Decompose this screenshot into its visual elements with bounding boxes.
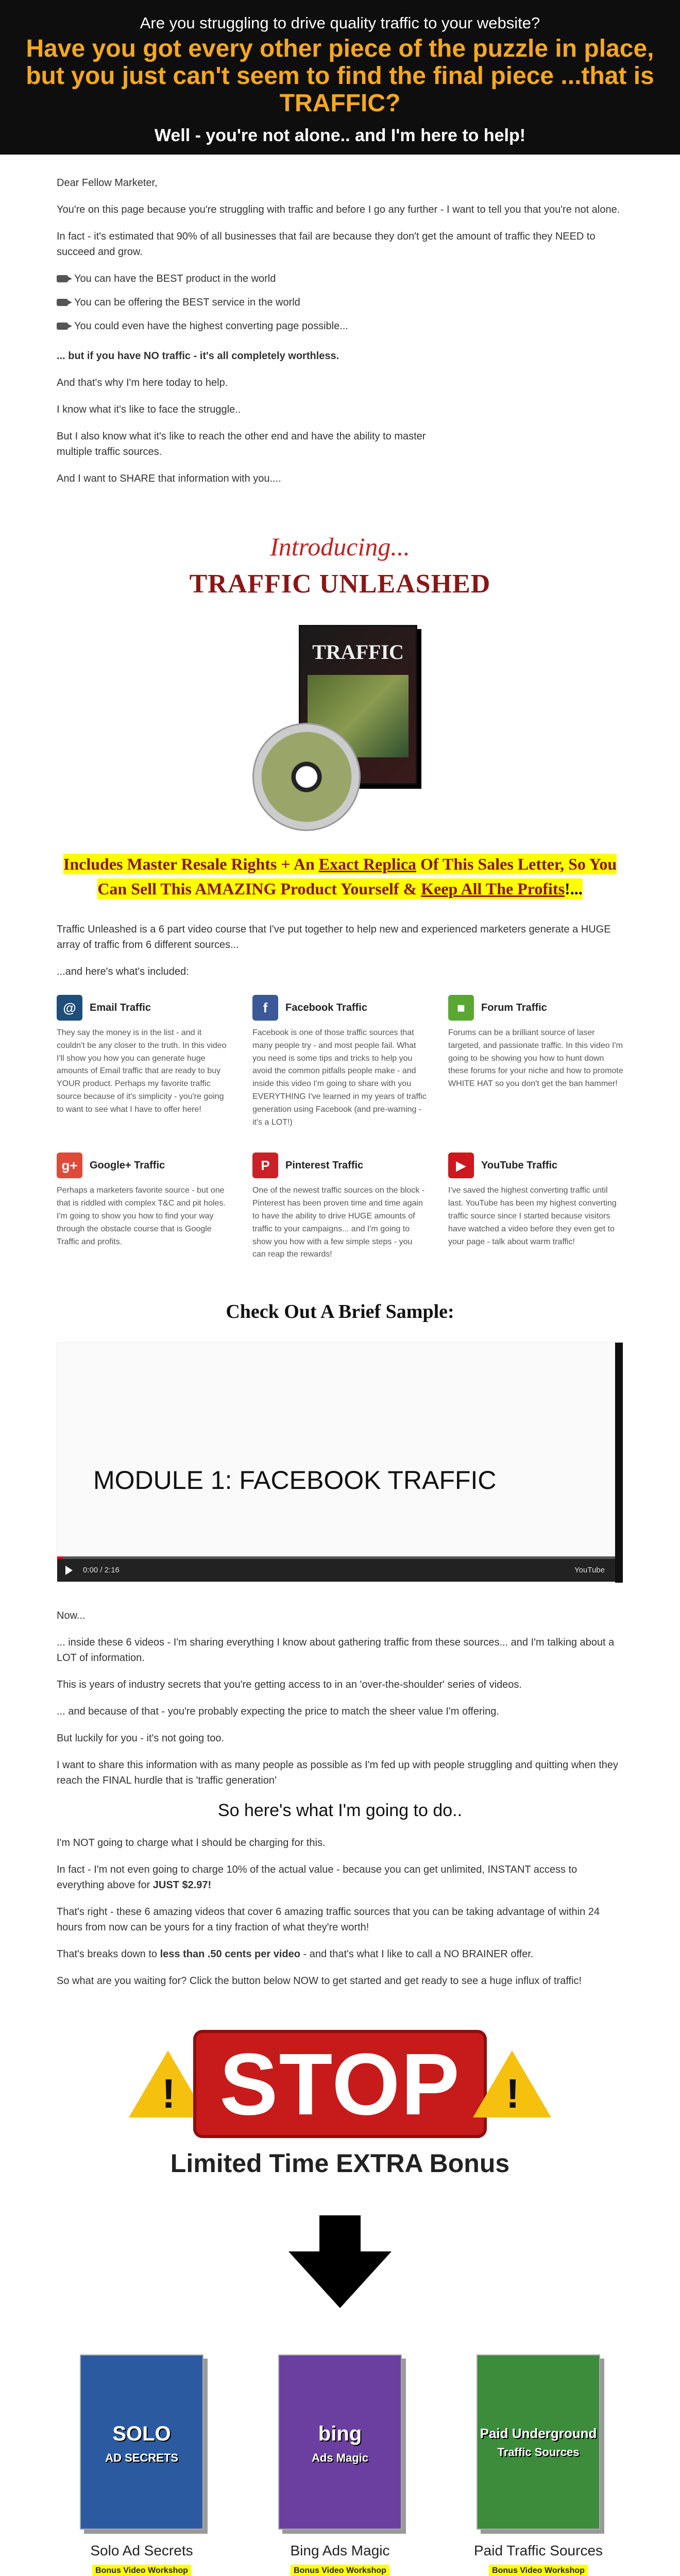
copy-paragraph: You're on this page because you're struggling with traffic and before I go any further - I want to tell you that you're not alone. [57, 204, 620, 215]
product-title: TRAFFIC UNLEASHED [189, 569, 491, 599]
rights-text: !... [565, 879, 583, 898]
down-arrow-stem [319, 2215, 361, 2251]
youtube-icon: ▶ [448, 1153, 474, 1178]
product-box-image [252, 620, 428, 836]
hero-headline: Have you got every other piece of the puzzle in place, but you just can't seem to find the final piece ...that is TRAFFIC? [26, 35, 654, 117]
intro-copy [57, 175, 623, 486]
copy-paragraph: I know what it's like to face the struggle.. [57, 404, 241, 415]
hero-subheadline: Well - you're not alone.. and I'm here to help! [154, 125, 526, 145]
feature-pinterest [252, 1153, 428, 1261]
copy-paragraph: And I want to SHARE that information with you.... [57, 473, 281, 484]
so-here-heading: So here's what I'm going to do.. [217, 1801, 463, 1821]
benefit-list [57, 271, 623, 334]
extra-bonus-heading: Limited Time EXTRA Bonus [170, 2149, 510, 2178]
rights-underline: Exact Replica [318, 855, 417, 873]
bonus-box-image [278, 2354, 402, 2530]
bonus-box-image [477, 2354, 600, 2530]
forum-icon: ■ [448, 995, 474, 1021]
bonus-box-subtitle: AD SECRETS [105, 2451, 178, 2464]
copy-paragraph: And that's why I'm here today to help. [57, 377, 228, 388]
bonus-name: Bing Ads Magic [290, 2543, 390, 2559]
greeting: Dear Fellow Marketer, [57, 177, 158, 189]
feature-title: YouTube Traffic [481, 1160, 558, 1172]
resale-rights-headline [57, 852, 623, 901]
stop-sign: STOP [193, 2030, 487, 2138]
feature-text: One of the newest traffic sources on the block - Pinterest has been proven time and time again to have the ability to drive HUGE amounts of traffic to your campaigns... and I'm going to show you how with a few simple steps - you can reap the rewards! [252, 1186, 425, 1259]
bonus-badge: Bonus Video Workshop [92, 2565, 191, 2576]
copy-text: - and that's what I like to call a NO BRAINER offer. [300, 1948, 534, 1960]
feature-forum [448, 995, 623, 1129]
feature-text: Facebook is one of those traffic sources that many people try - and most people fail. What you need is some tips and tricks to help you avoid the common pitfalls people make - and inside this video I'm going to share with you EVERYTHING I've learned in my years of traffic generation using Facebook (and pre-warning - it's a LOT!) [252, 1028, 427, 1127]
copy-paragraph: ... but if you have NO traffic - it's all completely worthless. [57, 350, 339, 362]
feature-text: They say the money is in the list - and it couldn't be any closer to the truth. In this video I'll show you how you can generate huge amounts of Email traffic that are ready to buy YOUR product. Perhaps my favorite traffic source because of it's simplicity - you're going to want to see what I have to offer here! [57, 1028, 227, 1114]
copy-paragraph: I want to share this information with as many people as possible as I'm fed up with people struggling and quitting when they reach the FINAL hurdle that is 'traffic generation' [57, 1759, 618, 1787]
copy-paragraph: ... and because of that - you're probably expecting the price to match the sheer value I'm offering. [57, 1706, 499, 1718]
bonus-name: Solo Ad Secrets [90, 2543, 193, 2559]
list-item-text: You can have the BEST product in the world [74, 273, 276, 284]
copy-paragraph: But luckily for you - it's not going too. [57, 1733, 225, 1744]
video-controls [57, 1559, 615, 1582]
introducing-label: Introducing... [270, 532, 410, 561]
feature-text: Perhaps a marketers favorite source - but one that is riddled with complex T&C and pit holes. I'm going to show you how to find your way through the obstacle course that is Google Traffic and profits. [57, 1186, 226, 1246]
price-copy [57, 1835, 623, 1989]
copy-paragraph: This is years of industry secrets that you're getting access to in an 'over-the-shoulder' series of videos. [57, 1679, 522, 1691]
feature-title: Pinterest Traffic [285, 1160, 364, 1172]
feature-facebook [252, 995, 428, 1129]
video-player[interactable] [57, 1342, 623, 1582]
rights-text: Of This Sales Letter, So You Can Sell This AMAZING Product Yourself & [97, 855, 617, 898]
copy-paragraph: I'm NOT going to charge what I should be charging for this. [57, 1837, 326, 1849]
copy-text: In fact - I'm not even going to charge 10% of the actual value - because you can get unlimited, INSTANT access to everything above for [57, 1864, 577, 1891]
rights-text: Includes Master Resale Rights + An [63, 855, 319, 873]
bonus-item [57, 2354, 227, 2576]
video-time: 0:00 / 2:16 [83, 1565, 120, 1574]
stop-banner [57, 2030, 623, 2200]
dvd-disc-image [252, 723, 361, 831]
bonus-badge: Bonus Video Workshop [489, 2565, 588, 2576]
bonus-box-subtitle: Ads Magic [311, 2451, 369, 2464]
warning-icon: ! [129, 2050, 207, 2117]
pointing-hand-icon [57, 299, 68, 306]
copy-paragraph: Traffic Unleashed is a 6 part video course that I've put together to help new and experienced marketers generate a HUGE array of traffic from 6 different sources... [57, 924, 611, 951]
feature-title: Google+ Traffic [90, 1160, 165, 1172]
email-icon: @ [57, 995, 82, 1021]
copy-bold-text: less than .50 cents per video [160, 1948, 300, 1960]
bonus-badge: Bonus Video Workshop [291, 2565, 389, 2576]
feature-youtube [448, 1153, 623, 1261]
bonus-name: Paid Traffic Sources [473, 2543, 603, 2559]
price-text: JUST $2.97! [152, 1879, 212, 1891]
copy-paragraph: In fact - it's estimated that 90% of all businesses that fail are because they don't get the amount of traffic they NEED to succeed and grow. [57, 231, 596, 258]
bonus-box-image [80, 2354, 203, 2530]
feature-text: Forums can be a brilliant source of laser targeted, and passionate traffic. In this video I'm going to be showing you how to hunt down these forums for your niche and how to promote WHITE HAT so you don't get the ban hammer! [448, 1028, 623, 1089]
list-item-text: You could even have the highest converting page possible... [74, 320, 348, 332]
feature-google-plus [57, 1153, 232, 1261]
course-copy [57, 922, 623, 979]
feature-title: Email Traffic [90, 1002, 151, 1013]
feature-email [57, 995, 232, 1129]
bonus-item [255, 2354, 425, 2576]
copy-paragraph: So what are you waiting for? Click the button below NOW to get started and get ready to see a huge influx of traffic! [57, 1975, 582, 1987]
hero-banner [0, 0, 680, 155]
pinterest-icon: P [252, 1153, 278, 1178]
youtube-logo[interactable]: YouTube [574, 1565, 605, 1574]
feature-title: Facebook Traffic [285, 1002, 367, 1013]
copy-paragraph [57, 1946, 623, 1962]
play-icon[interactable] [65, 1566, 73, 1575]
copy-paragraph: ... inside these 6 videos - I'm sharing everything I know about gathering traffic from these sources... and I'm talking about a LOT of information. [57, 1637, 615, 1664]
bonus-list [57, 2354, 623, 2576]
warning-icon: ! [473, 2050, 551, 2117]
video-side-bar [615, 1343, 623, 1583]
copy-text: That's breaks down to [57, 1948, 160, 1960]
copy-paragraph: That's right - these 6 amazing videos that cover 6 amazing traffic sources that you can be taking advantage of within 24 hours from now can be yours for a tiny fraction of what they're worth! [57, 1906, 600, 1934]
video-title: MODULE 1: FACEBOOK TRAFFIC [93, 1466, 497, 1495]
value-copy [57, 1608, 623, 1788]
bonus-box-title: bing [318, 2422, 362, 2445]
bonus-item [453, 2354, 623, 2576]
dvd-case-title: TRAFFIC [312, 640, 404, 664]
bonus-box-title: SOLO [112, 2422, 171, 2445]
list-item [57, 271, 623, 286]
copy-paragraph [57, 1862, 623, 1893]
feature-grid [57, 995, 623, 1261]
copy-paragraph: But I also know what it's like to reach the other end and have the ability to master multiple traffic sources. [57, 431, 426, 457]
list-item [57, 295, 623, 310]
list-item-text: You can be offering the BEST service in the world [74, 297, 300, 308]
feature-text: I've saved the highest converting traffic until last. YouTube has been my highest converting traffic source since I started because visitors have watched a video before they even get to your page - talk about warm traffic! [448, 1186, 617, 1246]
bonus-box-title: Paid Underground [480, 2426, 597, 2442]
list-item [57, 318, 623, 334]
sample-heading: Check Out A Brief Sample: [226, 1301, 454, 1323]
hero-top: Are you struggling to drive quality traffic to your website? [140, 14, 540, 32]
rights-underline: Keep All The Profits [421, 879, 565, 898]
google-plus-icon: g+ [57, 1153, 82, 1178]
bonus-box-subtitle: Traffic Sources [497, 2446, 580, 2459]
copy-paragraph: Now... [57, 1610, 86, 1622]
feature-title: Forum Traffic [481, 1002, 547, 1013]
pointing-hand-icon [57, 275, 68, 282]
copy-paragraph: ...and here's what's included: [57, 966, 189, 977]
facebook-icon: f [252, 995, 278, 1021]
down-arrow-icon [288, 2251, 392, 2308]
pointing-hand-icon [57, 323, 68, 330]
